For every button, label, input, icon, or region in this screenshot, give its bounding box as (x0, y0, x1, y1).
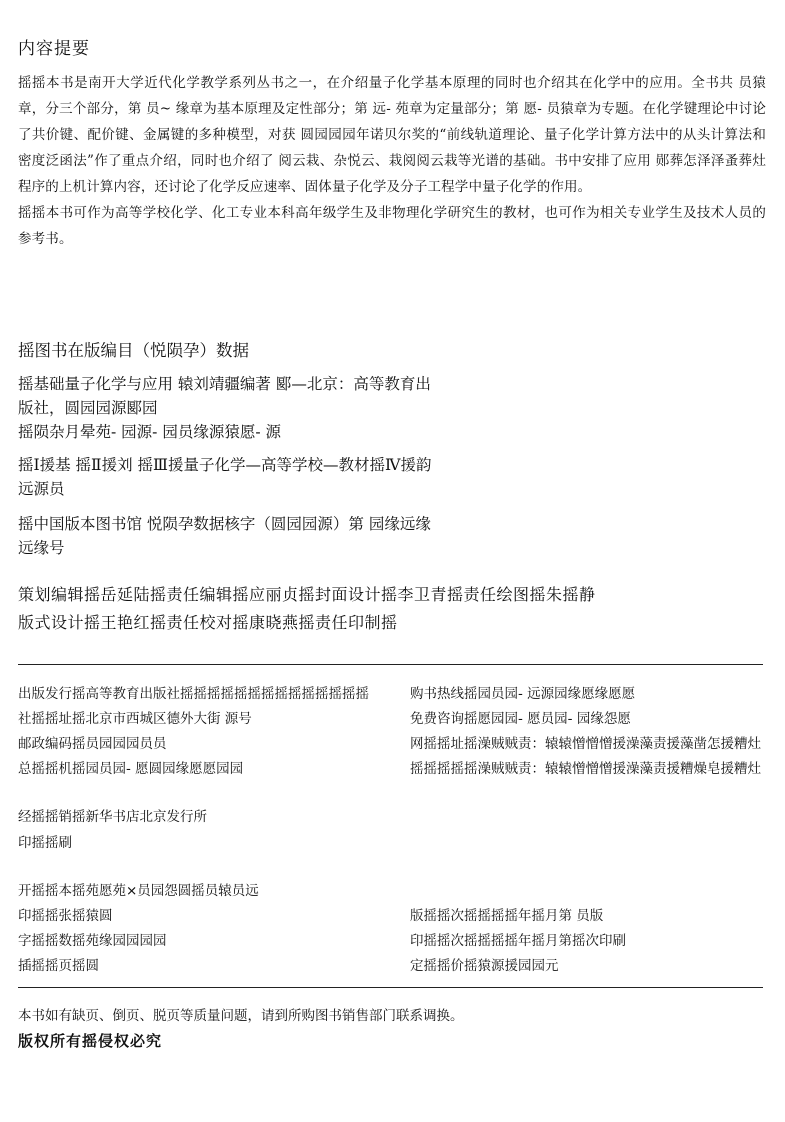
sales-hotline: 购书热线摇园员园- 远源园缘愿缘愿愿 (410, 686, 636, 702)
website: 网摇摇址摇澡贼贼责：辕辕憎憎憎援澡藻责援藻凿怎援糟灶 (410, 736, 761, 752)
publisher-name: 出版发行摇高等教育出版社摇摇摇摇摇摇摇摇摇摇摇摇摇摇 (18, 686, 369, 702)
edition: 版摇摇次摇摇摇摇年摇月第 员版 (410, 908, 604, 924)
distributor: 经摇摇销摇新华书店北京发行所 (18, 809, 207, 825)
staff-line: 版式设计摇王艳红摇责任校对摇康晓燕摇责任印制摇 (18, 613, 398, 632)
divider (18, 664, 763, 665)
cip-isbn: 摇陨杂月晕苑- 园源- 园员缘源猿愿- 源 (18, 423, 281, 441)
impression: 印摇摇次摇摇摇摇年摇月第摇次印刷 (410, 933, 626, 949)
website-alt: 摇摇摇摇摇澡贼贼责：辕辕憎憎憎援澡藻责援糟燥皂援糟灶 (410, 761, 761, 777)
insert-pages: 插摇摇页摇圆 (18, 958, 99, 974)
word-count: 字摇摇数摇苑缘园园园园 (18, 933, 167, 949)
book-format: 开摇摇本摇苑愿苑×员园怨圆摇员辕员远 (18, 883, 259, 899)
quality-notice: 本书如有缺页、倒页、脱页等质量问题，请到所购图书销售部门联系调换。 (18, 1008, 464, 1024)
staff-line: 策划编辑摇岳延陆摇责任编辑摇应丽贞摇封面设计摇李卫青摇责任绘图摇朱摇静 (18, 585, 596, 604)
cip-entry (18, 372, 438, 444)
abstract-paragraph: 摇摇本书可作为高等学校化学、化工专业本科高年级学生及非物理化学研究生的教材，也可作为相关专业学生及技术人员的参考书。 (18, 205, 766, 247)
free-consulting: 免费咨询摇愿园园- 愿员园- 园缘怨愿 (410, 711, 631, 727)
cip-line: 摇基础量子化学与应用 辕刘靖疆编著 郾—北京：高等教育出版社，圆园园源郾园 (18, 375, 431, 417)
print-sheets: 印摇摇张摇猿圆 (18, 908, 113, 924)
abstract-title: 内容提要 (18, 39, 90, 59)
postal-code: 邮政编码摇员园园园员员 (18, 736, 167, 752)
copyright-notice: 版权所有摇侵权必究 (18, 1032, 163, 1050)
cip-heading: 摇图书在版编目（悦陨孕）数据 (18, 341, 249, 360)
divider (18, 987, 763, 988)
cip-record-number: 摇中国版本图书馆 悦陨孕数据核字（圆园园源）第 园缘远缘远缘号 (18, 515, 431, 557)
cip-subjects: 摇Ⅰ援基 摇Ⅱ援刘 摇Ⅲ援量子化学—高等学校—教材摇Ⅳ援韵远源员 (18, 456, 432, 498)
printer: 印摇摇刷 (18, 835, 72, 851)
publisher-address: 社摇摇址摇北京市西城区德外大街 源号 (18, 711, 252, 727)
switchboard: 总摇摇机摇园员园- 愿圆园缘愿愿园园 (18, 761, 244, 777)
price: 定摇摇价摇猿源援园园元 (410, 958, 559, 974)
abstract-body (18, 70, 766, 252)
abstract-paragraph: 摇摇本书是南开大学近代化学教学系列丛书之一，在介绍量子化学基本原理的同时也介绍其在化学中的应用。全书共 员猿章，分三个部分，第 员~ 缘章为基本原理及定性部分；第 远- 苑章为定量部分；第 愿- 员猿章为专题。在化学键理论中讨论了共价键、配价键、金属键的多种模型，对获 圆园园园年诺贝尔奖的“前线轨道理论、量子化学计算方法中的从头计算法和密度泛函法”作了重点介绍，同时也介绍了 阅云栽、杂悦云、栽阅阅云栽等光谱的基础。书中安排了应用 郧葬怎泽泽蚤葬灶程序的上机计算内容，还讨论了化学反应速率、固体量子化学及分子工程学中量子化学的作用。 (18, 75, 766, 195)
